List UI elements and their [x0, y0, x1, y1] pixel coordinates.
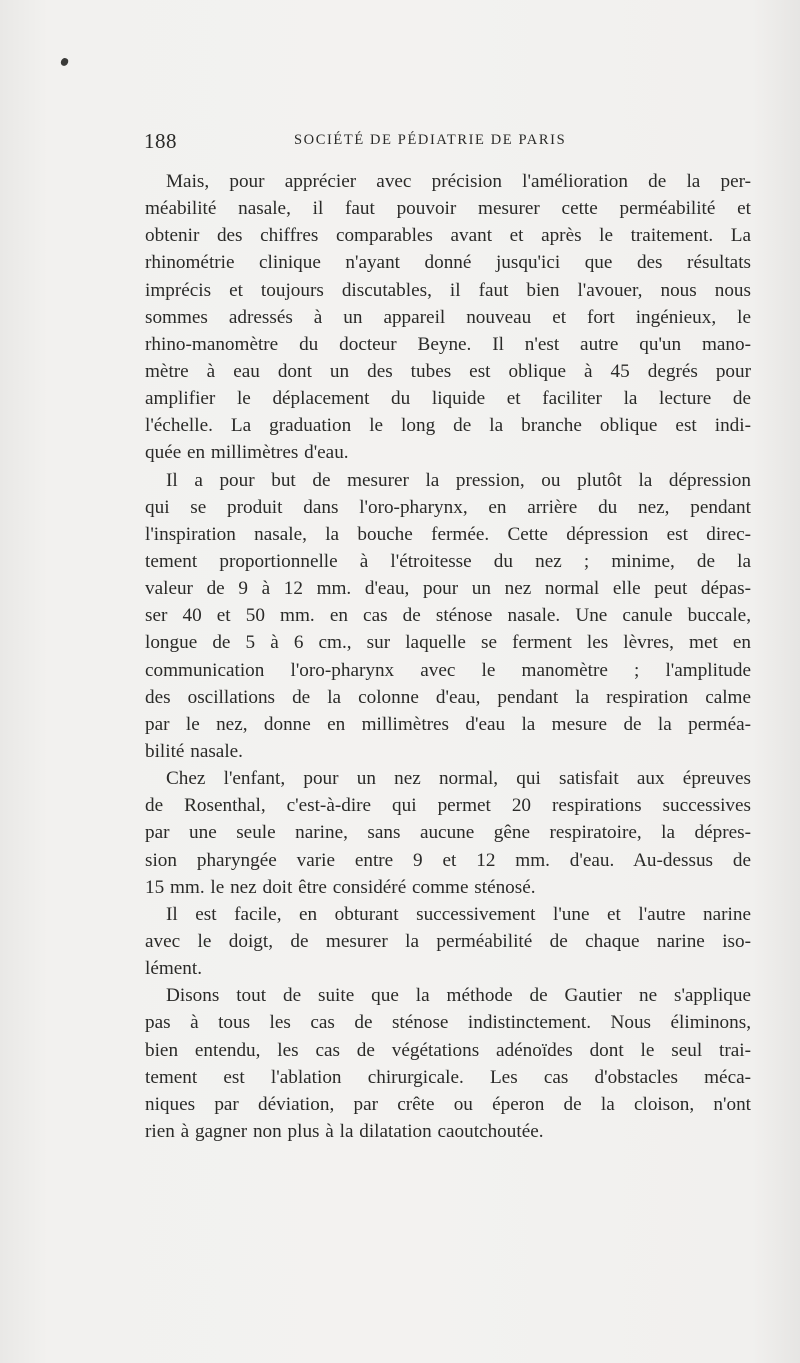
text-line: Il a pour but de mesurer la pression, ou plutôt la dépression — [166, 469, 751, 491]
text-line: imprécis et toujours discutables, il faut bien l'avouer, nous nous — [145, 279, 751, 301]
text-line: rien à gagner non plus à la dilatation caoutchoutée. — [145, 1120, 544, 1142]
text-line: Disons tout de suite que la méthode de Gautier ne s'applique — [166, 985, 751, 1007]
ink-speck — [60, 57, 69, 67]
text-line: niques par déviation, par crête ou éperon de la cloison, n'ont — [145, 1093, 751, 1115]
text-line: longue de 5 à 6 cm., sur laquelle se ferment les lèvres, met en — [145, 632, 751, 654]
text-line: Mais, pour apprécier avec précision l'amélioration de la per- — [166, 171, 751, 192]
text-line: par le nez, donne en millimètres d'eau la mesure de la perméa- — [145, 713, 751, 735]
text-line: tement proportionnelle à l'étroitesse du nez ; minime, de la — [145, 550, 751, 572]
paragraph — [145, 467, 751, 766]
text-line: méabilité nasale, il faut pouvoir mesurer cette perméabilité et — [145, 198, 751, 220]
text-line: Il est facile, en obturant successivement l'une et l'autre narine — [166, 903, 751, 925]
text-line: l'échelle. La graduation le long de la branche oblique est indi- — [145, 415, 751, 437]
text-line: valeur de 9 à 12 mm. d'eau, pour un nez normal elle peut dépas- — [145, 578, 751, 600]
body-text — [145, 168, 751, 1145]
text-line: qui se produit dans l'oro-pharynx, en arrière du nez, pendant — [145, 496, 751, 518]
paragraph — [145, 982, 751, 1145]
text-line: sion pharyngée varie entre 9 et 12 mm. d'eau. Au-dessus de — [145, 849, 751, 871]
text-line: l'inspiration nasale, la bouche fermée. Cette dépression est direc- — [145, 523, 751, 545]
text-line: sommes adressés à un appareil nouveau et fort ingénieux, le — [145, 306, 751, 328]
running-head: SOCIÉTÉ DE PÉDIATRIE DE PARIS — [294, 132, 567, 148]
text-line: rhinométrie clinique n'ayant donné jusqu'ici que des résultats — [145, 252, 751, 274]
text-line: par une seule narine, sans aucune gêne respiratoire, la dépres- — [145, 822, 751, 844]
text-line: bilité nasale. — [145, 740, 243, 762]
page-number: 188 — [144, 129, 177, 153]
paragraph — [145, 765, 751, 901]
text-line: lément. — [145, 958, 203, 980]
text-line: ser 40 et 50 mm. en cas de sténose nasale. Une canule buccale, — [145, 605, 751, 627]
text-line: communication l'oro-pharynx avec le manomètre ; l'amplitude — [145, 659, 751, 681]
text-line: des oscillations de la colonne d'eau, pendant la respiration calme — [145, 686, 751, 708]
text-line: Chez l'enfant, pour un nez normal, qui satisfait aux épreuves — [166, 768, 751, 790]
paragraph — [145, 168, 751, 467]
text-line: quée en millimètres d'eau. — [145, 442, 349, 464]
text-line: tement est l'ablation chirurgicale. Les cas d'obstacles méca- — [145, 1066, 751, 1088]
text-line: mètre à eau dont un des tubes est oblique à 45 degrés pour — [145, 360, 751, 382]
text-line: de Rosenthal, c'est-à-dire qui permet 20 respirations successives — [145, 795, 751, 817]
page-header — [144, 129, 750, 157]
text-line: rhino-manomètre du docteur Beyne. Il n'est autre qu'un mano- — [145, 333, 751, 355]
text-line: 15 mm. le nez doit être considéré comme sténosé. — [145, 876, 536, 898]
paragraph — [145, 901, 751, 982]
text-line: obtenir des chiffres comparables avant et après le traitement. La — [145, 225, 751, 247]
text-line: avec le doigt, de mesurer la perméabilité de chaque narine iso- — [145, 930, 751, 952]
text-line: bien entendu, les cas de végétations adénoïdes dont le seul trai- — [145, 1039, 751, 1061]
text-line: pas à tous les cas de sténose indistinctement. Nous éliminons, — [145, 1012, 751, 1034]
text-line: amplifier le déplacement du liquide et faciliter la lecture de — [145, 388, 751, 410]
